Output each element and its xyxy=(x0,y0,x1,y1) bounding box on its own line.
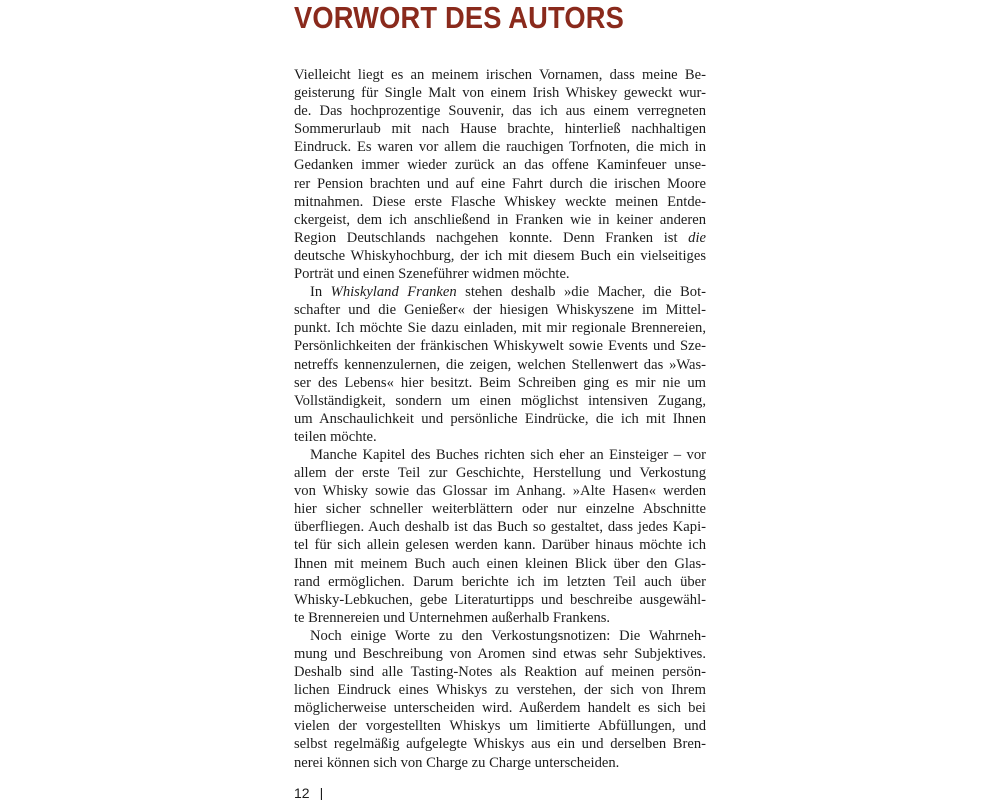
text-line: überfliegen. Auch deshalb ist das Buch so gestaltet, dass jedes Kapi- xyxy=(294,519,706,536)
text-line: hier sicher schneller weiterblättern oder nur einzelne Abschnitte xyxy=(294,501,706,518)
text-line: tel für sich allein gelesen werden kann. Darüber hinaus möchte ich xyxy=(294,537,706,554)
text-line: Noch einige Worte zu den Verkostungsnotizen: Die Wahrneh- xyxy=(310,627,706,644)
text-line: rer Pension brachten und auf eine Fahrt durch die irischen Moore xyxy=(294,175,706,192)
footer-separator: | xyxy=(319,785,324,800)
paragraph xyxy=(294,627,706,772)
body-text xyxy=(294,66,706,772)
text-line: vielen der vorgestellten Whiskys um limitierte Abfüllungen, und xyxy=(294,718,706,735)
paragraph xyxy=(294,283,706,446)
text-line: Region Deutschlands nachgehen konnte. Denn Franken ist die xyxy=(294,229,706,246)
text-line: Persönlichkeiten der fränkischen Whiskywelt sowie Events und Sze- xyxy=(294,338,706,355)
text-line: de. Das hochprozentige Souvenir, das ich aus einem verregneten xyxy=(294,103,706,120)
text-line: nerei können sich von Charge zu Charge unterscheiden. xyxy=(294,754,620,771)
text-line: Vollständigkeit, sondern um einen möglichst intensiven Zugang, xyxy=(294,392,706,409)
text-line: Porträt und einen Szeneführer widmen möchte. xyxy=(294,266,570,283)
page-number: 12 xyxy=(294,785,310,800)
paragraph xyxy=(294,66,706,283)
text-line: mitnahmen. Diese erste Flasche Whiskey weckte meinen Entde- xyxy=(294,193,706,210)
text-line: allem der erste Teil zur Geschichte, Herstellung und Verkostung xyxy=(294,465,706,482)
text-line: möglicherweise unterscheiden wird. Außerdem handelt es sich bei xyxy=(294,700,706,717)
text-line: teilen möchte. xyxy=(294,428,377,445)
text-line: selbst regelmäßig aufgelegte Whiskys aus ein und derselben Bren- xyxy=(294,736,706,753)
text-line: um Anschaulichkeit und persönliche Eindrücke, die ich mit Ihnen xyxy=(294,410,706,427)
text-line: Ihnen mit meinem Buch auch einen kleinen Blick über den Glas- xyxy=(294,555,706,572)
text-line: Sommerurlaub mit nach Hause brachte, hinterließ nachhaltigen xyxy=(294,121,706,138)
page-footer xyxy=(294,784,323,800)
paragraph xyxy=(294,446,706,627)
text-line: Eindruck. Es waren vor allem die rauchigen Torfnoten, die mich in xyxy=(294,139,706,156)
text-line: punkt. Ich möchte Sie dazu einladen, mit mir regionale Brennereien, xyxy=(294,320,706,337)
text-line: deutsche Whiskyhochburg, der ich mit diesem Buch ein vielseitiges xyxy=(294,247,706,264)
text-line: Gedanken immer wieder zurück an das offene Kaminfeuer unse- xyxy=(294,157,706,174)
text-line: te Brennereien und Unternehmen außerhalb Frankens. xyxy=(294,609,611,626)
text-line: Deshalb sind alle Tasting-Notes als Reaktion auf meinen persön- xyxy=(294,664,706,681)
text-line: lichen Eindruck eines Whiskys zu verstehen, der sich von Ihrem xyxy=(294,682,706,699)
text-line: netreffs kennenzulernen, die zeigen, welchen Stellenwert das »Was- xyxy=(294,356,706,373)
text-line: ser des Lebens« hier besitzt. Beim Schreiben ging es mir nie um xyxy=(294,374,706,391)
text-line: geisterung für Single Malt von einem Irish Whiskey geweckt wur- xyxy=(294,85,706,102)
text-line: mung und Beschreibung von Aromen sind etwas sehr Subjektives. xyxy=(294,646,706,662)
text-line: von Whisky sowie das Glossar im Anhang. »Alte Hasen« werden xyxy=(294,483,706,500)
text-line: Manche Kapitel des Buches richten sich eher an Einsteiger – vor xyxy=(310,446,706,463)
text-line: Whisky-Lebkuchen, gebe Literaturtipps und beschreibe ausgewähl- xyxy=(294,591,706,608)
text-line: ckergeist, dem ich anschließend in Franken wie in keiner anderen xyxy=(294,211,706,228)
text-line: In Whiskyland Franken stehen deshalb »die Macher, die Bot- xyxy=(310,284,706,301)
text-line: Vielleicht liegt es an meinem irischen Vornamen, dass meine Be- xyxy=(294,67,706,83)
text-line: rand ermöglichen. Darum berichte ich im letzten Teil auch über xyxy=(294,573,706,590)
chapter-heading: VORWORT DES AUTORS xyxy=(294,0,625,35)
text-line: schafter und die Genießer« der hiesigen Whiskyszene im Mittel- xyxy=(294,302,706,319)
